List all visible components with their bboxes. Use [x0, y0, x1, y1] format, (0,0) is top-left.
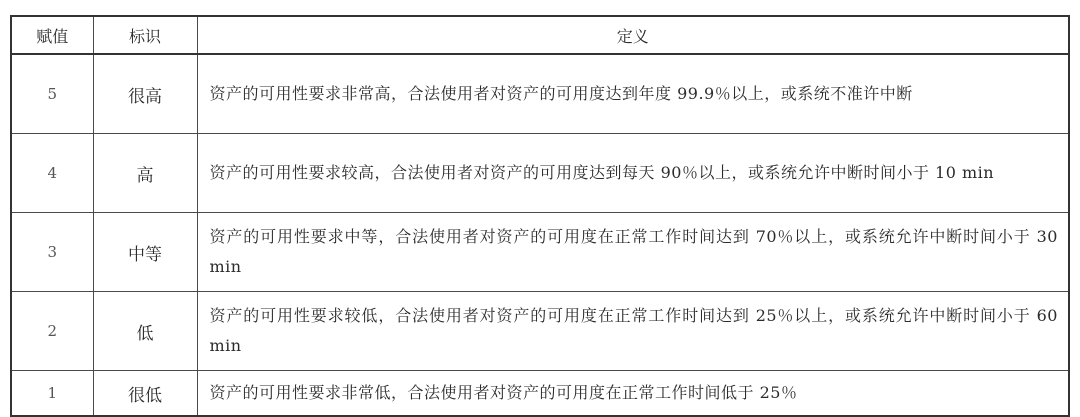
cell-value: 1: [11, 371, 93, 417]
cell-label: 很低: [93, 371, 197, 417]
table-row: [11, 134, 1069, 213]
cell-definition: 资产的可用性要求较高，合法使用者对资产的可用度达到每天 90％以上，或系统允许中断时间小于 10 min: [197, 134, 1069, 213]
cell-value: 3: [11, 213, 93, 292]
header-value: 赋值: [11, 16, 93, 54]
cell-definition: 资产的可用性要求较低，合法使用者对资产的可用度在正常工作时间达到 25％以上，或系统允许中断时间小于 60 min: [197, 292, 1069, 371]
cell-definition: 资产的可用性要求中等，合法使用者对资产的可用度在正常工作时间达到 70％以上，或系统允许中断时间小于 30 min: [197, 213, 1069, 292]
table-row: [11, 371, 1069, 417]
cell-definition: 资产的可用性要求非常低，合法使用者对资产的可用度在正常工作时间低于 25％: [197, 371, 1069, 417]
availability-rating-table: [10, 15, 1070, 417]
cell-label: 低: [93, 292, 197, 371]
header-label: 标识: [93, 16, 197, 54]
cell-label: 中等: [93, 213, 197, 292]
table-header-row: [11, 16, 1069, 54]
cell-label: 很高: [93, 54, 197, 134]
table-row: [11, 213, 1069, 292]
header-definition: 定义: [197, 16, 1069, 54]
cell-value: 5: [11, 54, 93, 134]
table-row: [11, 292, 1069, 371]
cell-value: 4: [11, 134, 93, 213]
availability-table-container: [10, 15, 1068, 417]
table-row: [11, 54, 1069, 134]
cell-definition: 资产的可用性要求非常高，合法使用者对资产的可用度达到年度 99.9％以上，或系统不准许中断: [197, 54, 1069, 134]
cell-value: 2: [11, 292, 93, 371]
cell-label: 高: [93, 134, 197, 213]
